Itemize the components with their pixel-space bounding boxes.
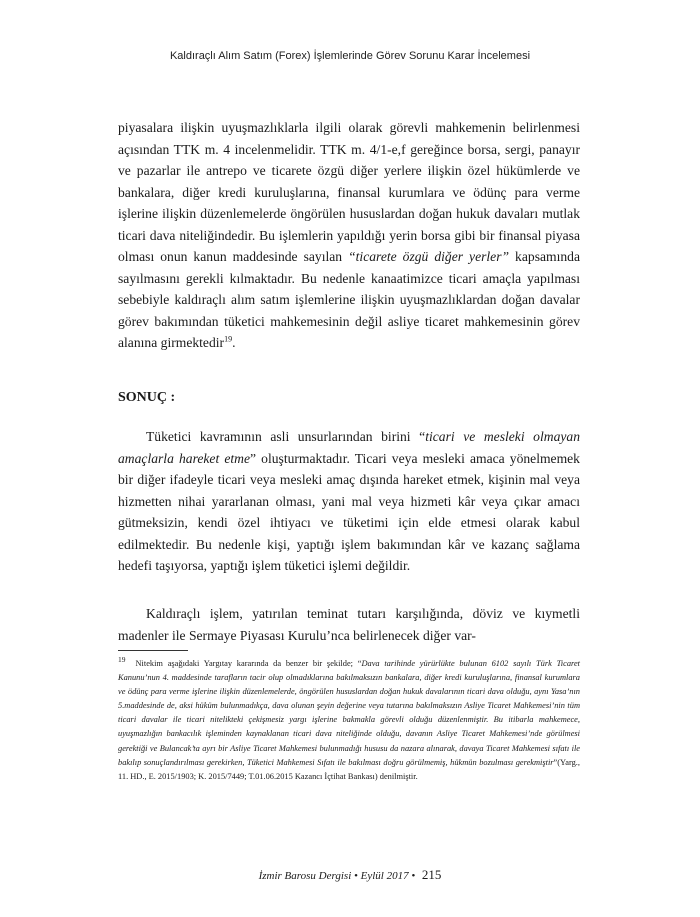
p1-end-punct: .	[232, 335, 236, 350]
footnote-citation: ”(Yarg., 11. HD., E. 2015/1903; K. 2015/7449; T.01.06.2015 Kazancı İçtihat Bankası) denilmiştir.	[118, 757, 580, 781]
p3-text: Kaldıraçlı işlem, yatırılan teminat tutarı karşılığında, döviz ve kıymetli madenler ile Sermaye Piyasası Kurulu’nca belirlenecek diğer var-	[118, 606, 580, 643]
p2-text-before: Tüketici kavramının asli unsurlarından birini “	[146, 429, 426, 444]
running-header	[0, 50, 700, 62]
running-title: Kaldıraçlı Alım Satım (Forex) İşlemlerinde Görev Sorunu Karar İncelemesi	[169, 50, 531, 62]
footnote-19	[118, 657, 580, 784]
footnote-number: 19	[118, 655, 126, 665]
p2-quote: ticari ve mesleki olmayan amaçlarla hareket etme	[118, 429, 580, 466]
page-number: 215	[421, 867, 442, 882]
paragraph-1	[118, 117, 580, 354]
page-footer	[0, 867, 700, 883]
p1-quote: “ticarete özgü diğer yerler”	[348, 249, 510, 264]
footnote-intro: Nitekim aşağıdaki Yargıtay kararında da benzer bir şekilde; “	[135, 659, 362, 668]
paragraph-2	[118, 426, 580, 577]
p2-text-after: ” oluşturmaktadır. Ticari veya mesleki amaca yönelmemek bir diğer ifadeyle ticari veya mesleki amaç dışında hareket etmek, kişinin mal veya hizmetten nihai yararlanan olması, yani mal veya hizmeti kâr veya çıkar amacı gütmeksizin, kendi özel ihtiyacı ve tüketimi için elde etmesi olarak kabul edilmektedir. Bu nedenle kişi, yaptığı işlem bakımından kâr ve kazanç sağlama hedefi taşıyorsa, yaptığı işlem tüketici işlemi değildir.	[118, 450, 580, 573]
footnote-divider	[118, 650, 188, 651]
paragraph-3	[118, 603, 580, 646]
footnote-quote: Dava tarihinde yürürlükte bulunan 6102 sayılı Türk Ticaret Kanunu’nun 4. maddesinde tarafların tacir olup olmadıklarına bakılmaksızın bankalara, diğer kredi kuruluşlarına, finansal kurumlara ve ödünç para verme işlerine ilişkin düzenlemelerde, öngörülen hususlardan doğan hukuk davalarının ticari dava olduğu, aynı Yasa’nın 5.maddesinde de, aksi hüküm bulunmadıkça, dava olunan şeyin değerine veya tutarına bakılmaksızın Asliye Ticaret Mahkemesi’nin tüm ticari davalar ile ticari nitelikteki çekişmesiz yargı işlerine bakmakla görevli olduğu düzenlenmiştir. Bu itibarla mahkemece, uyuşmazlığın bankacılık işleminden kaynaklanan ticari dava niteliğinde olduğu, davanın Asliye Ticaret Mahkemesi’nde görülmesi gerektiği ve Bulancak’ta ayrı bir Asliye Ticaret Mahkemesi bulunmadığı hususu da nazara alınarak, davaya Ticaret Mahkemesi sıfatı ile bakılıp sonuçlandırılması gerekirken, Tüketici Mahkemesi Sıfatı ile bakılması doğru görülmemiş, hükmün bozulması gerekmiştir	[118, 659, 580, 767]
section-heading: SONUÇ :	[118, 390, 176, 405]
footnote-ref-19[interactable]: 19	[224, 334, 233, 344]
p1-text-before: piyasalara ilişkin uyuşmazlıklarla ilgili olarak görevli mahkemenin belirlenmesi açısından TTK m. 4 incelenmelidir. TTK m. 4/1-e,f gereğince borsa, sergi, panayır ve pazarlar ile antrepo ve ticarete özgü diğer yerlere ilişkin özel hükümlerde ve bankalara, diğer kredi kuruluşlarına, finansal kurumlara ve ödünç para verme işlerine ilişkin düzenlemelerde öngörülen hususlardan doğan hukuk davaları mutlak ticari dava niteliğindedir. Bu işlemlerin yapıldığı yerin borsa gibi bir finansal piyasa olması onun kanun maddesinde sayılan	[118, 120, 580, 264]
p1-text-after: kapsamında sayılmasını gerekli kılmaktadır. Bu nedenle kanaatimizce ticari amaçla yapılması sebebiyle kaldıraçlı alım satım işlemlerine ilişkin uyuşmazlıklardan doğan davalar görev bakımından tüketici mahkemesinin değil asliye ticaret mahkemesinin görev alanına girmektedir	[118, 249, 580, 350]
journal-name: İzmir Barosu Dergisi • Eylül 2017 •	[258, 870, 416, 882]
